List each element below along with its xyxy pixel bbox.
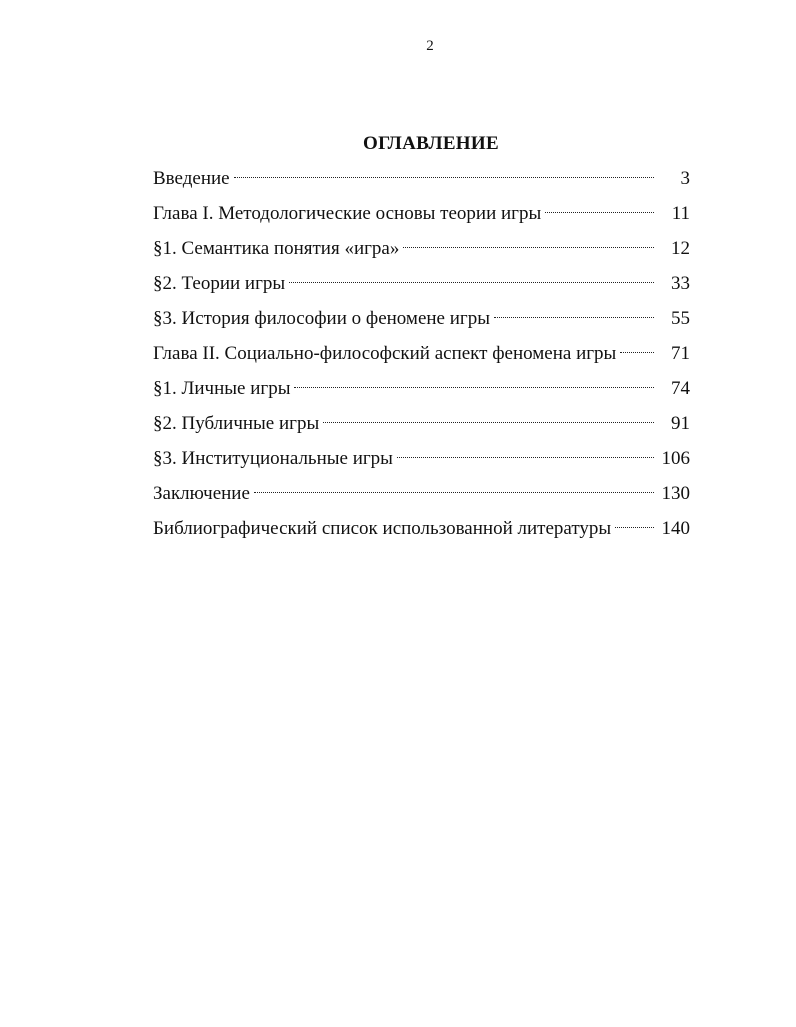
toc-dot-leader [403, 247, 654, 248]
toc-title: ОГЛАВЛЕНИЕ [363, 133, 499, 154]
toc-dot-leader [289, 282, 654, 283]
toc-entry-label: Библиографический список использованной литературы [153, 518, 612, 539]
toc-list [153, 165, 690, 550]
toc-entry-page: 71 [671, 343, 690, 364]
toc-dot-leader [294, 387, 654, 388]
toc-entry-chapter-1-section-1 [153, 235, 690, 270]
toc-entry-chapter-2-section-3 [153, 445, 690, 480]
toc-dot-leader [254, 492, 654, 493]
toc-entry-label: §3. Институциональные игры [153, 448, 393, 469]
toc-entry-page: 91 [671, 413, 690, 434]
toc-entry-chapter-1-section-3 [153, 305, 690, 340]
toc-entry-label: Заключение [153, 483, 250, 504]
toc-entry-page: 74 [671, 378, 690, 399]
toc-dot-leader [620, 352, 654, 353]
toc-entry-label: §2. Публичные игры [153, 413, 320, 434]
toc-entry-conclusion [153, 480, 690, 515]
toc-entry-page: 11 [671, 203, 690, 224]
toc-entry-chapter-2-section-2 [153, 410, 690, 445]
toc-dot-leader [397, 457, 654, 458]
toc-entry-page: 130 [661, 483, 690, 504]
toc-entry-page: 106 [661, 448, 690, 469]
toc-entry-chapter-2-section-1 [153, 375, 690, 410]
toc-entry-label: Глава I. Методологические основы теории игры [153, 203, 542, 224]
toc-entry-label: §1. Семантика понятия «игра» [153, 238, 400, 259]
toc-entry-label: §1. Личные игры [153, 378, 291, 399]
toc-entry-page: 55 [671, 308, 690, 329]
toc-entry-introduction [153, 165, 690, 200]
toc-dot-leader [323, 422, 654, 423]
toc-entry-page: 3 [680, 168, 690, 189]
toc-entry-bibliography [153, 515, 690, 550]
toc-entry-label: Введение [153, 168, 230, 189]
toc-dot-leader [234, 177, 654, 178]
toc-dot-leader [494, 317, 654, 318]
toc-entry-label: §3. История философии о феномене игры [153, 308, 490, 329]
toc-entry-page: 140 [661, 518, 690, 539]
toc-entry-chapter-1-section-2 [153, 270, 690, 305]
toc-entry-label: Глава II. Социально-философский аспект феномена игры [153, 343, 617, 364]
toc-entry-chapter-2 [153, 340, 690, 375]
toc-entry-page: 33 [671, 273, 690, 294]
toc-dot-leader [545, 212, 654, 213]
toc-entry-page: 12 [671, 238, 690, 259]
toc-dot-leader [615, 527, 654, 528]
toc-entry-label: §2. Теории игры [153, 273, 286, 294]
toc-entry-chapter-1 [153, 200, 690, 235]
page-number: 2 [426, 38, 434, 54]
